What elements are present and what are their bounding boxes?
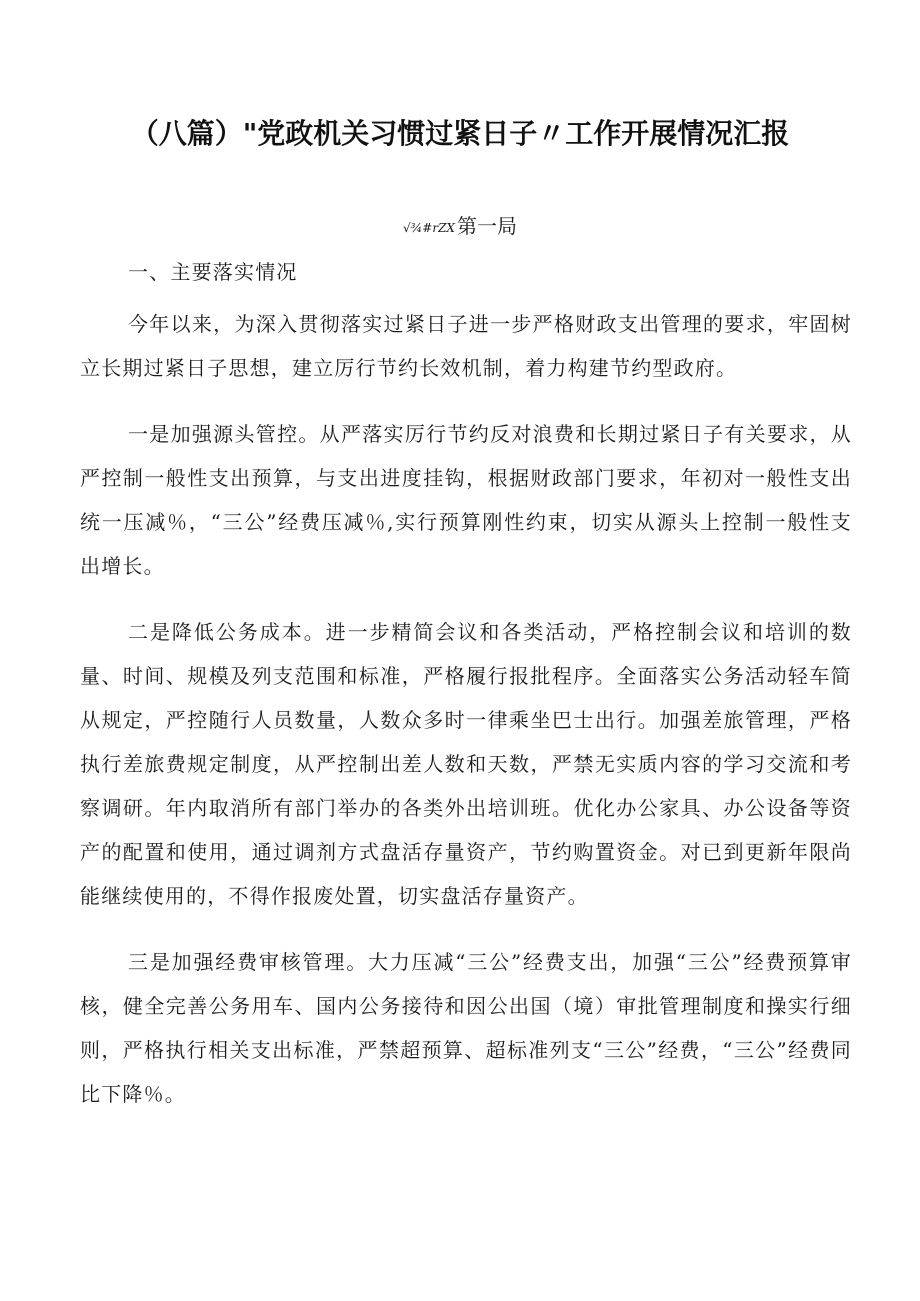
subtitle-marker: √¾#rZX — [403, 220, 455, 235]
section-heading: 一、主要落实情况 — [128, 260, 298, 284]
paragraph-intro: 今年以来，为深入贯彻落实过紧日子进一步严格财政支出管理的要求，牢固树立长期过紧日子思想，建立厉行节约长效机制，着力构建节约型政府。 — [80, 312, 852, 380]
document-title: （八篇）"党政机关习惯过紧日子〃工作开展情况汇报 — [130, 117, 790, 150]
document-body — [80, 250, 852, 1138]
paragraph-reduce-costs: 二是降低公务成本。进一步精简会议和各类活动，严格控制会议和培训的数量、时间、规模及列支范围和标准，严格履行报批程序。全面落实公务活动轻车简从规定，严控随行人员数量，人数众多时一律乘坐巴士出行。加强差旅管理，严格执行差旅费规定制度，从严控制出差人数和天数，严禁无实质内容的学习交流和考察调研。年内取消所有部门举办的各类外出培训班。优化办公家具、办公设备等资产的配置和使用，通过调剂方式盘活存量资产，节约购置资金。对已到更新年限尚能继续使用的，不得作报废处置，切实盘活存量资产。 — [80, 620, 852, 908]
subtitle-text: 第一局 — [456, 214, 517, 238]
paragraph-source-control: 一是加强源头管控。从严落实厉行节约反对浪费和长期过紧日子有关要求，从严控制一般性支出预算，与支出进度挂钩，根据财政部门要求，年初对一般性支出统一压减％，“三公”经费压减％,实行预算刚性约束，切实从源头上控制一般性支出增长。 — [80, 422, 852, 578]
paragraph-expense-review: 三是加强经费审核管理。大力压减“三公”经费支出，加强“三公”经费预算审核，健全完善公务用车、国内公务接待和因公出国（境）审批管理制度和操实行细则，严格执行相关支出标准，严禁超预算、超标准列支“三公”经费，“三公”经费同比下降％。 — [80, 950, 852, 1106]
document-subtitle — [0, 212, 920, 242]
